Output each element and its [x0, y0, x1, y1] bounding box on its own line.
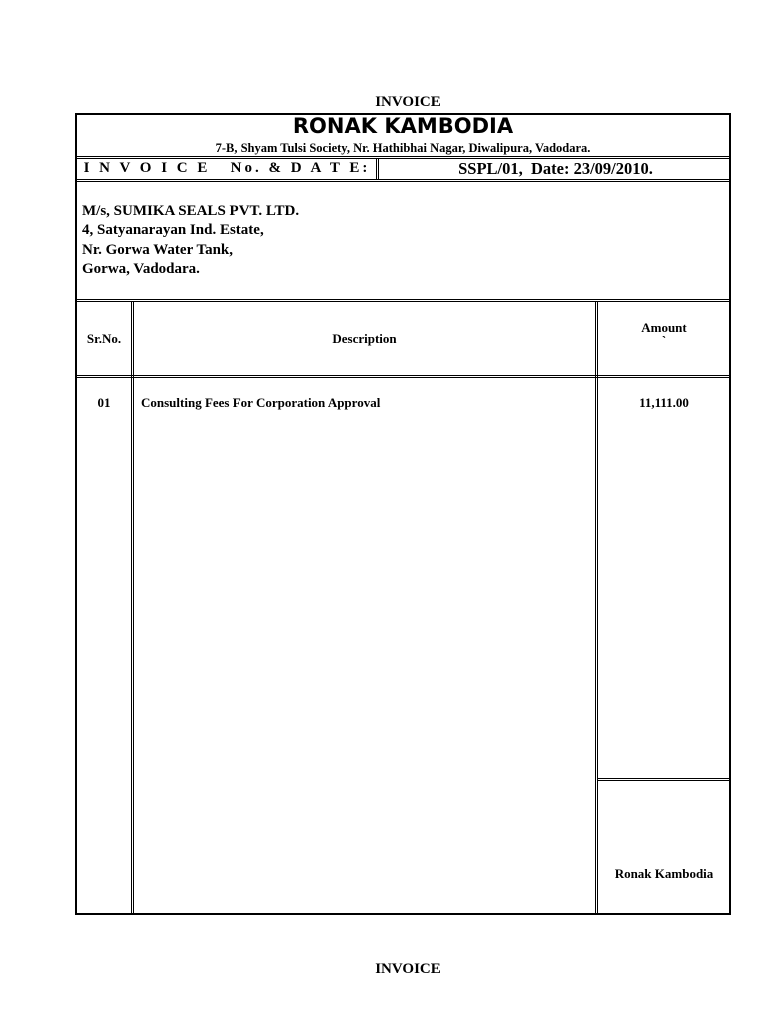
invoice-row-divider — [75, 179, 731, 182]
table-header-divider — [75, 375, 731, 378]
header-sr-no: Sr.No. — [86, 331, 122, 346]
row-description: Consulting Fees For Corporation Approval — [141, 395, 381, 410]
document-title-top: INVOICE — [375, 94, 441, 110]
table-top-border — [75, 299, 731, 302]
invoice-number-date-label: I N V O I C E No. & D A T E: — [83, 160, 371, 176]
row-amount: 11,111.00 — [639, 395, 689, 410]
company-address: 7-B, Shyam Tulsi Society, Nr. Hathibhai Nagar, Diwalipura, Vadodara. — [215, 141, 591, 155]
signature-box-divider — [597, 778, 731, 781]
company-name: RONAK KAMBODIA — [292, 114, 514, 138]
document-title-bottom: INVOICE — [375, 961, 441, 977]
customer-name: M/s, SUMIKA SEALS PVT. LTD. — [82, 203, 300, 219]
row-sr-no: 01 — [97, 395, 111, 410]
customer-address-line2: Nr. Gorwa Water Tank, — [82, 242, 234, 258]
header-amount: Amount — [641, 320, 687, 335]
header-currency-symbol: ` — [661, 333, 667, 348]
invoice-number-date-value: SSPL/01, Date: 23/09/2010. — [458, 159, 653, 178]
signature-name: Ronak Kambodia — [614, 866, 714, 881]
column-divider-amount — [595, 301, 598, 914]
header-description: Description — [332, 331, 397, 346]
customer-address-line3: Gorwa, Vadodara. — [82, 261, 200, 277]
column-divider-srno — [131, 301, 134, 914]
invoice-row-separator — [376, 158, 379, 180]
customer-address-line1: 4, Satyanarayan Ind. Estate, — [82, 222, 264, 238]
